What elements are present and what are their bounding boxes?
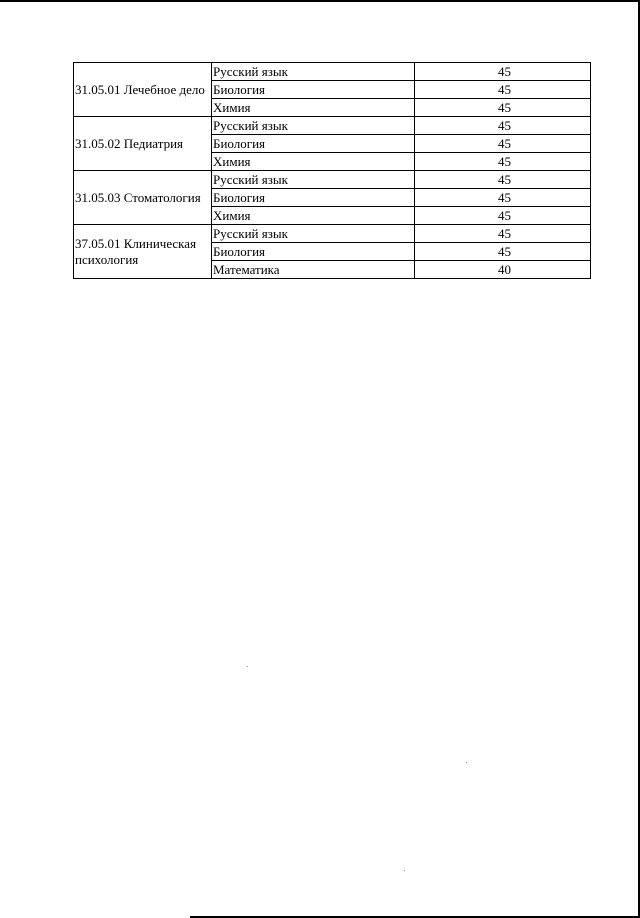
scan-speck (404, 870, 405, 871)
scan-speck (247, 666, 248, 667)
program-cell: 31.05.03 Стоматология (74, 171, 212, 225)
scan-speck (466, 762, 467, 763)
score-value: 45 (498, 189, 511, 205)
subject-cell: Биология (212, 243, 415, 261)
score-value: 45 (498, 225, 511, 241)
score-cell (415, 117, 591, 135)
subject-cell: Химия (212, 99, 415, 117)
score-cell (415, 225, 591, 243)
score-value: 45 (498, 153, 511, 169)
score-value: 45 (498, 171, 511, 187)
subject-cell: Биология (212, 189, 415, 207)
score-cell (415, 261, 591, 279)
score-cell (415, 81, 591, 99)
score-value: 45 (498, 117, 511, 133)
subject-cell: Русский язык (212, 225, 415, 243)
table-row (74, 63, 591, 81)
score-value: 45 (498, 207, 511, 223)
score-cell (415, 171, 591, 189)
score-cell (415, 207, 591, 225)
score-cell (415, 135, 591, 153)
score-value: 45 (498, 243, 511, 259)
table-row (74, 171, 591, 189)
subject-cell: Русский язык (212, 117, 415, 135)
score-cell (415, 99, 591, 117)
subject-cell: Русский язык (212, 171, 415, 189)
subject-cell: Русский язык (212, 63, 415, 81)
score-cell (415, 243, 591, 261)
subject-cell: Математика (212, 261, 415, 279)
table-row (74, 117, 591, 135)
program-cell: 31.05.01 Лечебное дело (74, 63, 212, 117)
score-value: 45 (498, 99, 511, 115)
score-value: 45 (498, 63, 511, 79)
score-value: 45 (498, 135, 511, 151)
subject-cell: Химия (212, 153, 415, 171)
subject-cell: Биология (212, 135, 415, 153)
subject-cell: Биология (212, 81, 415, 99)
table-row (74, 225, 591, 243)
program-cell: 31.05.02 Педиатрия (74, 117, 212, 171)
min-scores-table (73, 62, 591, 279)
score-value: 40 (498, 261, 511, 277)
scan-edge-top (0, 0, 640, 2)
score-cell (415, 189, 591, 207)
score-cell (415, 63, 591, 81)
score-value: 45 (498, 81, 511, 97)
program-cell: 37.05.01 Клиническая психология (74, 225, 212, 279)
subject-cell: Химия (212, 207, 415, 225)
score-cell (415, 153, 591, 171)
